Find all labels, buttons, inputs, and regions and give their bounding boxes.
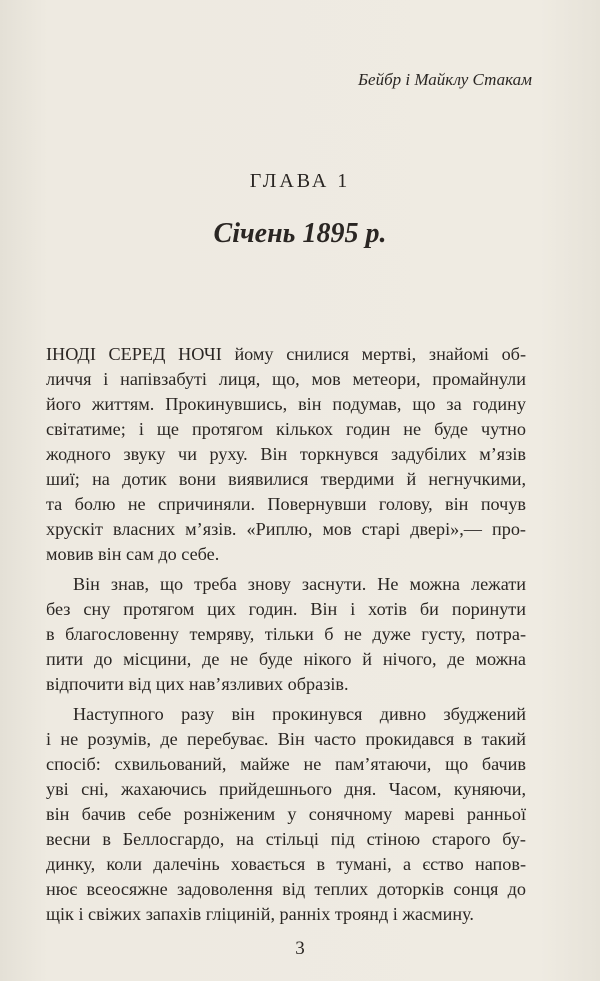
chapter-label: ГЛАВА 1 xyxy=(249,170,351,192)
chapter-title: Січень 1895 р. xyxy=(213,218,387,249)
text-line: мовив він сам до себе. xyxy=(46,544,220,564)
text-line: Він знав, що треба знову заснути. Не можна лежати xyxy=(73,574,526,594)
text-line: щік і свіжих запахів гліциній, ранніх троянд і жасмину. xyxy=(46,904,474,924)
text-line: без сну протягом цих годин. Він і хотів би поринути xyxy=(46,599,526,619)
text-line: хрускіт власних м’язів. «Риплю, мов старі двері»,— про- xyxy=(46,519,526,539)
text-line: жодного звуку чи руху. Він торкнувся задубілих м’язів xyxy=(46,444,526,464)
text-line: динку, коли далечінь ховається в тумані, а єство напов- xyxy=(46,854,526,874)
text-line: ІНОДІ СЕРЕД НОЧІ йому снилися мертві, знайомі об- xyxy=(46,344,526,364)
text-line: уві сні, жахаючись прийдешнього дня. Часом, куняючи, xyxy=(46,779,526,799)
text-line: весни в Беллосгардо, на стільці під стіною старого бу- xyxy=(46,829,526,849)
text-line: личчя і напівзабуті лиця, що, мов метеори, промайнули xyxy=(46,369,526,389)
text-line: і не розумів, де перебуває. Він часто прокидався в такий xyxy=(46,729,526,749)
text-line: та болю не спричиняли. Повернувши голову, він почув xyxy=(46,494,526,514)
text-line: в благословенну темряву, тільки б не дуже густу, потра- xyxy=(46,624,526,644)
text-line: пити до місцини, де не буде нікого й нічого, де можна xyxy=(46,649,526,669)
running-header: Бейбр і Майклу Стакам xyxy=(358,70,532,89)
text-line: він бачив себе розніженим у сонячному мареві ранньої xyxy=(46,804,526,824)
text-line: відпочити від цих нав’язливих образів. xyxy=(46,674,349,694)
text-line: спосіб: схвильований, майже не пам’ятаючи, що бачив xyxy=(46,754,526,774)
text-line: нює всеосяжне задоволення від теплих доторків сонця до xyxy=(46,879,526,899)
text-line: його життям. Прокинувшись, він подумав, що за годину xyxy=(46,394,526,414)
text-line: шиї; на дотик вони виявилися твердими й негнучкими, xyxy=(46,469,526,489)
text-line: світатиме; і ще протягом кількох годин не буде чутно xyxy=(46,419,526,439)
page-number: 3 xyxy=(295,938,305,959)
text-line: Наступного разу він прокинувся дивно збуджений xyxy=(73,704,526,724)
